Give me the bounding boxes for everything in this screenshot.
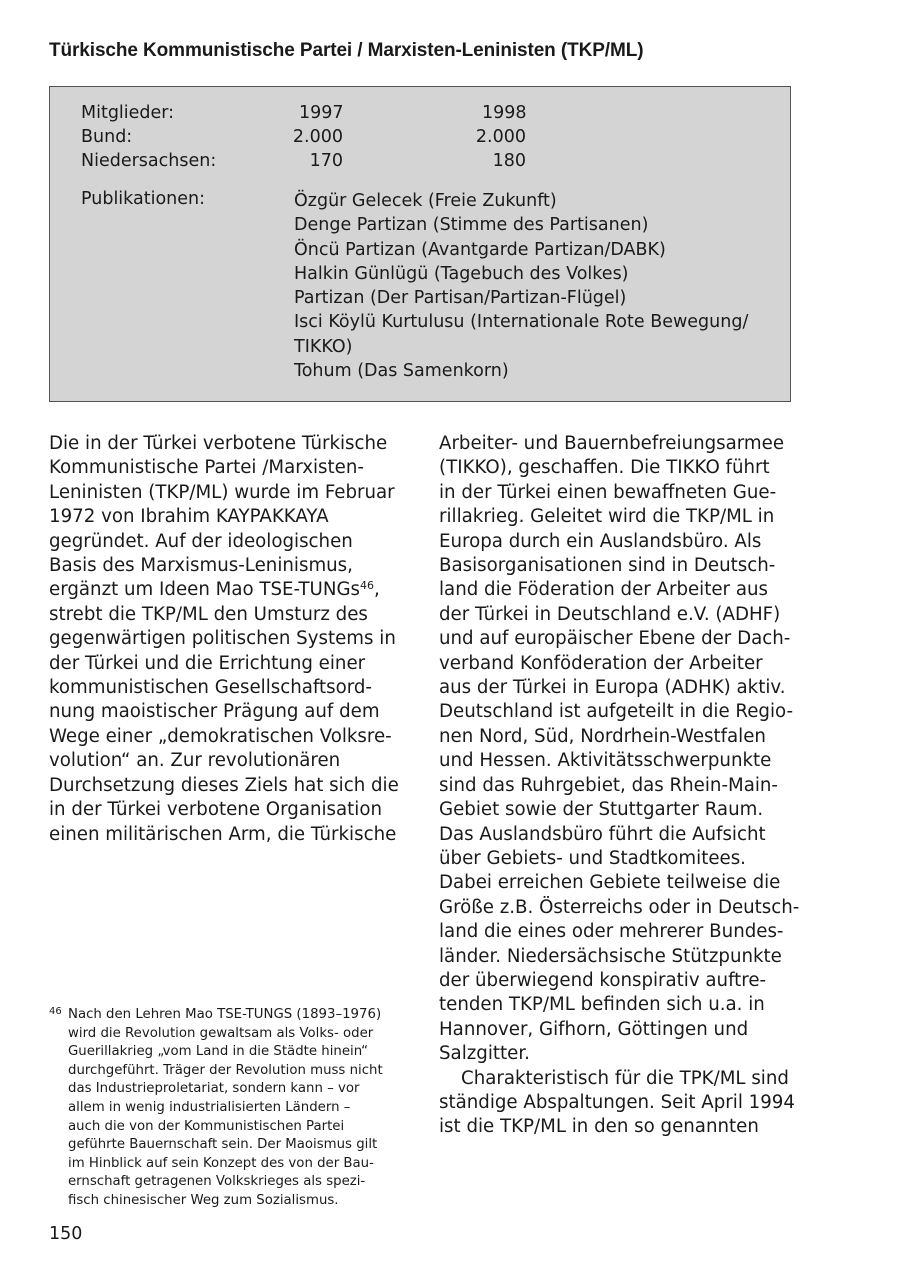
text-line: Gebiet sowie der Stuttgarter Raum. [439,799,764,821]
footnote-line: geführte Bauernschaft sein. Der Maoismus gilt [68,1137,378,1153]
text-line: land die Föderation der Arbeiter aus [439,579,768,601]
text-line: nen Nord, Süd, Nordrhein-Westfalen [439,725,766,747]
text-line: Charakteristisch für die TPK/ML sind [461,1067,789,1089]
publication-item: Denge Partizan (Stimme des Partisanen) [294,215,649,236]
footnote-line: wird die Revolution gewaltsam als Volks- oder [68,1025,374,1041]
text-line: Die in der Türkei verbotene Türkische [49,433,388,454]
page-number: 150 [49,1224,83,1244]
body-column-left [49,432,409,847]
footnote-line: Guerillakrieg „vom Land in die Städte hinein“ [68,1044,369,1060]
text-line: in der Türkei einen bewaffneten Gue- [439,481,777,503]
text-line: Salzgitter. [439,1043,530,1065]
text-line: tenden TKP/ML befinden sich u.a. in [439,994,765,1016]
text-line: (TIKKO), geschaffen. Die TIKKO führt [439,457,770,479]
publication-item: Isci Köylü Kurtulusu (Internationale Rote Bewegung/ [294,312,749,333]
text-line: Kommunistische Partei /Marxisten- [49,457,364,479]
publication-item: Özgür Gelecek (Freie Zukunft) [294,191,557,211]
footnote-line: durchgeführt. Träger der Revolution muss nicht [68,1062,383,1078]
body-column-right [439,432,809,1140]
text-line: Basis des Marxismus-Leninismus, [49,555,353,577]
text-line: und Hessen. Aktivitätsschwerpunkte [439,750,772,772]
row-label: Bund: [81,127,133,147]
text-line: in der Türkei verbotene Organisation [49,799,383,821]
footnote-number: 46 [49,1006,62,1017]
text-line: Dabei erreichen Gebiete teilweise die [439,872,781,894]
publication-item: Öncü Partizan (Avantgarde Partizan/DABK) [294,239,666,260]
text-line: sind das Ruhrgebiet, das Rhein-Main- [439,774,778,796]
text-line: Größe z.B. Österreichs oder in Deutsch- [439,896,800,918]
paragraph [439,1067,809,1140]
text-line: 1972 von Ibrahim KAYPAKKAYA [49,506,329,528]
text-line: Wege einer „demokratischen Volksre- [49,725,392,747]
text-line: gegenwärtigen politischen Systems in [49,628,396,650]
row-value-1998: 2.000 [475,127,526,147]
footnote-line: im Hinblick auf sein Konzept des von der Bau- [68,1155,374,1171]
footnote-line: fisch chinesischer Weg zum Sozialismus. [68,1192,339,1208]
text-line: verband Konföderation der Arbeiter [439,652,763,674]
publications-label: Publikationen: [81,189,205,209]
text-line: Leninisten (TKP/ML) wurde im Februar [49,481,395,503]
text-line: strebt die TKP/ML den Umsturz des [49,603,368,625]
footnote-reference[interactable]: 46 [360,579,375,593]
text-line: land die eines oder mehrerer Bundes- [439,921,784,943]
publication-item: TIKKO) [294,336,353,357]
paragraph [439,432,809,1067]
text-line: gegründet. Auf der ideologischen [49,530,353,552]
row-label: Niedersachsen: [81,151,217,171]
text-line: Deutschland ist aufgeteilt in die Regio- [439,701,794,723]
text-line: über Gebiets- und Stadtkomitees. [439,847,746,869]
text-line: Das Auslandsbüro führt die Aufsicht [439,823,766,845]
text-line: Durchsetzung dieses Ziels hat sich die [49,774,399,796]
text-line: aus der Türkei in Europa (ADHK) aktiv. [439,677,786,699]
text-line: rillakrieg. Geleitet wird die TKP/ML in [439,506,775,528]
text-line [49,578,409,602]
text-line: Arbeiter- und Bauernbefreiungsarmee [439,433,785,454]
publication-item: Partizan (Der Partisan/Partizan-Flügel) [294,288,627,309]
footnote-text [68,1006,383,1211]
text-line: länder. Niedersächsische Stützpunkte [439,945,782,967]
publications-list [294,189,784,383]
footnote-line: allem in wenig industrialisierten Ländern – [68,1099,351,1115]
row-value-1998: 180 [492,151,526,171]
text-line: kommunistischen Gesellschaftsord- [49,677,372,699]
members-label: Mitglieder: [81,103,175,123]
text-line: einen militärischen Arm, die Türkische [49,823,397,845]
footnote-line: auch die von der Kommunistischen Partei [68,1118,345,1134]
text-line: und auf europäischer Ebene der Dach- [439,628,791,650]
footnote-line: das Industrieproletariat, sondern kann – vor [68,1081,360,1097]
text-line: Europa durch ein Auslandsbüro. Als [439,530,762,552]
row-value-1997: 170 [309,151,343,171]
footnote-line: ernschaft getragenen Volkskrieges als spezi- [68,1174,366,1190]
text-fragment: , [374,579,380,601]
section-heading: Türkische Kommunistische Partei / Marxisten-Leninisten (TKP/ML) [49,40,644,61]
year-1997: 1997 [299,103,344,123]
text-line: der Türkei und die Errichtung einer [49,652,366,674]
row-value-1997: 2.000 [292,127,343,147]
paragraph [49,432,409,847]
year-1998: 1998 [482,103,527,123]
publication-item: Tohum (Das Samenkorn) [294,361,509,382]
text-fragment: ergänzt um Ideen Mao TSE-TUNGs [49,579,361,601]
text-line: ist die TKP/ML in den so genannten [439,1116,759,1138]
footnote-line: Nach den Lehren Mao TSE-TUNGS (1893–1976) [68,1007,382,1022]
text-line: Basisorganisationen sind in Deutsch- [439,555,776,577]
text-line: ständige Abspaltungen. Seit April 1994 [439,1091,795,1113]
publication-item: Halkin Günlügü (Tagebuch des Volkes) [294,263,629,284]
text-line: volution“ an. Zur revolutionären [49,750,341,772]
text-line: nung maoistischer Prägung auf dem [49,701,380,723]
info-box [49,86,791,402]
text-line: der Türkei in Deutschland e.V. (ADHF) [439,603,781,625]
text-line: Hannover, Gifhorn, Göttingen und [439,1018,749,1040]
text-line: der überwiegend konspirativ auftre- [439,969,767,991]
